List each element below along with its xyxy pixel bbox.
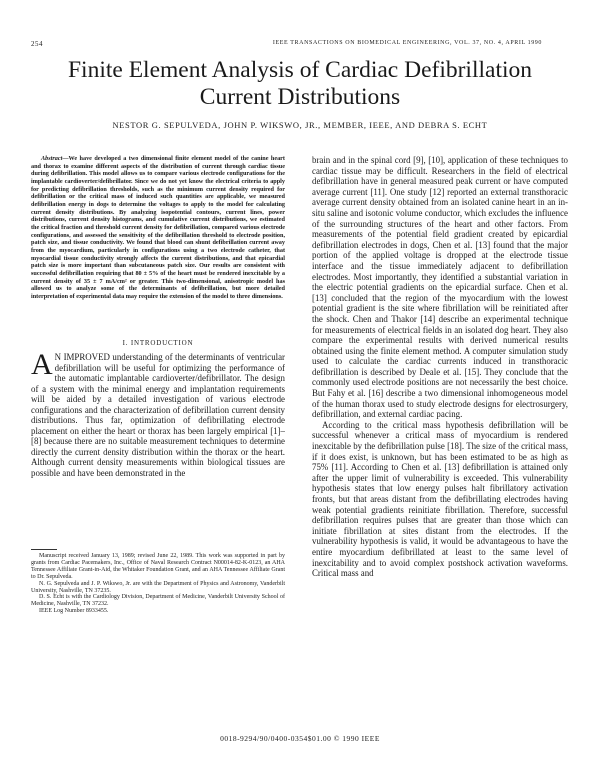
section-heading-introduction: I. INTRODUCTION	[122, 339, 194, 347]
abstract-lead: Abstract—	[41, 155, 69, 162]
right-column-body	[312, 155, 568, 579]
paper-title: Finite Element Analysis of Cardiac Defibrillation Current Distributions	[67, 57, 533, 110]
page-number: 254	[31, 40, 43, 48]
right-paragraph-2: According to the critical mass hypothesis defibrillation will be successful whenever a critical mass of myocardium is rendered inexcitable by the defibrillation pulse [18]. The size of the critical mass, if it does exist, is unknown, but has been estimated to be as high as 75% [11]. According to Chen et al. [13] defibrillation is attained only after the upper limit of vulnerability is exceeded. This vulnerability hypothesis states that low energy pulses halt fibrillatory activation fronts, but that areas distant from the defibrillating electrodes having weak potential gradients reinitiate fibrillation. Therefore, successful defibrillation requires pulses that are greater than those which can initiate fibrillation at sites distant from the electrodes. If the vulnerability hypothesis is valid, it would be advantageous to have the entire myocardium defibrillated at least to the same level of inexcitability and to avoid complex postshock activation waveforms. Critical mass and	[312, 419, 568, 579]
footnote-affiliation-2: D. S. Echt is with the Cardiology Division, Department of Medicine, Vanderbilt University School of Medicine, Nashville, TN 37232.	[31, 594, 285, 608]
copyright-code: 0018-9294/90/0400-0354$01.00 © 1990 IEEE	[220, 734, 380, 743]
abstract	[31, 155, 285, 300]
footnote-rule	[31, 549, 57, 550]
right-paragraph-1: brain and in the spinal cord [9], [10], application of these techniques to cardiac tissue may be difficult. Researchers in the field of electrical defibrillation have in general measured peak current or have computed average current [11]. One study [12] reported an external transthoracic average current density obtained from an isolated canine heart in an in-situ saline and isotonic volume conductor, which excludes the influence of the surrounding structures of the heart and other factors. From measurements of the potential field gradient created by epicardial defibrillation electrodes in dogs, Chen et al. [13] found that the major portion of the applied voltage is dropped at the electrode tissue interface and the tissue immediately adjacent to defibrillation electrodes. Most importantly, they identified a substantial variation in the electric potential gradients on the epicardial surface. Chen et al. [13] concluded that the region of the myocardium with the lowest potential gradient is the site where fibrillation will be reinitiated after the shock. Chen and Thakor [14] describe an experimental technique for measurements of electrical fields in an isolated dog heart. They also compare the experimental results with derived numerical results obtained using the finite element method. A computer simulation study used to calculate the cardiac currents induced in transthoracic defibrillation is described by Deale et al. [15]. They conclude that the commonly used electrode positions are not necessarily the best choice. But Fahy et al. [16] describe a two dimensional inhomogeneous model of the human thorax used to study electrode designs for electrosurgery, defibrillation, and external cardiac pacing.	[312, 155, 568, 420]
footnote-affiliation-1: N. G. Sepulveda and J. P. Wikswo, Jr. are with the Department of Physics and Astronomy, Vanderbilt University, Nashville, TN 37235.	[31, 580, 285, 594]
drop-cap: A	[31, 348, 53, 381]
footnote-manuscript: Manuscript received January 13, 1989; revised June 22, 1989. This work was supported in part by grants from Cardiac Pacemakers, Inc., Office of Naval Research Contract N00014-82-K-0123, an AHA Tennessee Affiliate Grant-in-Aid, the Whitaker Foundation Grant, and an AHA Tennessee Affiliate Grant to Dr. Sepulveda.	[31, 553, 285, 580]
author-line: NESTOR G. SEPULVEDA, JOHN P. WIKSWO, JR., MEMBER, IEEE, AND DEBRA S. ECHT	[112, 120, 488, 130]
footnote-log-number: IEEE Log Number 8933455.	[39, 608, 109, 615]
introduction-paragraph	[31, 348, 285, 479]
footnotes	[31, 553, 285, 615]
journal-running-header: IEEE TRANSACTIONS ON BIOMEDICAL ENGINEERING, VOL. 37, NO. 4, APRIL 1990	[272, 40, 542, 46]
abstract-text: We have developed a two dimensional finite element model of the canine heart and thorax to examine different aspects of the distribution of current through cardiac tissue during defibrillation. This model allows us to compare various electrode configurations for the implantable cardioverter/defibrillator. Since we do not yet know the electrical criteria to apply for predicting defibrillation thresholds, such as the minimum current density required for defibrillation or the critical mass of induced such quantities are applicable, we measured defibrillation energy in dogs to determine the voltages to apply to the model for calculating current density distributions. By analyzing isopotential contours, current lines, power distributions, current density histograms, and cumulative current distributions, we estimated the critical fraction and threshold current density for defibrillation, compared various electrode configurations, and assessed the sensitivity of the defibrillation threshold to electrode position, patch size, and tissue conductivity. We found that blood can shunt defibrillation current away from the myocardium, particularly in configurations using a two electrode catheter, that myocardial tissue conductivity strongly affects the current distributions, and that epicardial patch size is more important than subcutaneous patch size. Our results are consistent with successful defibrillation requiring that 80 ± 5% of the heart must be rendered inexcitable by a current density of 35 ± 7 mA/cm² or greater. This two-dimensional, anisotropic model has allowed us to analyze some of the determinants of defibrillation, but more detailed interpretation of experimental data may require the extension of the model to three dimensions.	[31, 155, 285, 300]
introduction-text: N IMPROVED understanding of the determinants of ventricular defibrillation will be useful for optimizing the performance of the automatic implantable cardioverter/defibrillator. The design of a system with the minimal energy and implantation requirements will be aided by a detailed investigation of various electrode configurations and the characterization of defibrillation current density distributions. Thus far, optimization of defibrillating electrode placement on either the heart or thorax has been largely empirical [1]–[8] because there are no suitable measurement techniques to determine directly the current density distribution within the thorax or the heart. Although current density measurements within biological tissues are possible and have been demonstrated in the	[31, 352, 285, 479]
